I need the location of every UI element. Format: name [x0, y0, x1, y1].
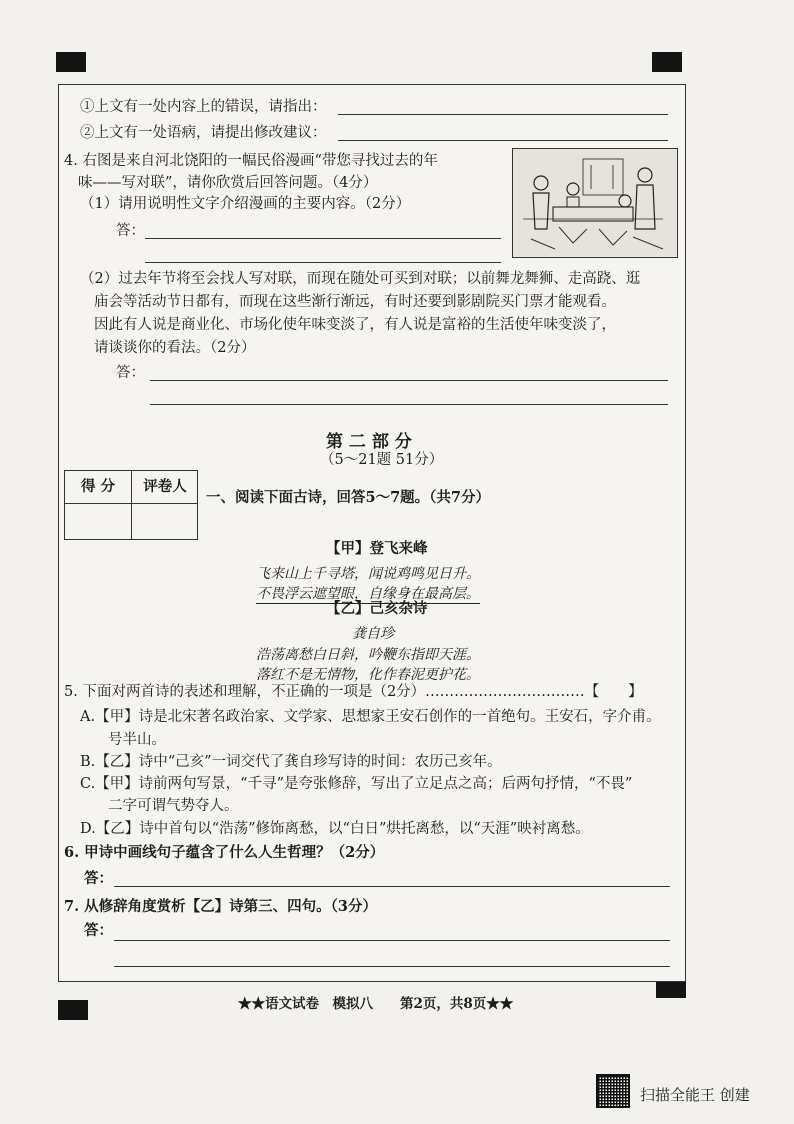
q4-sub2-answer-line-1[interactable] — [150, 380, 668, 381]
scanner-watermark: 扫描全能王 创建 — [640, 1086, 750, 1104]
poem-b-title: 【乙】己亥杂诗 — [326, 600, 428, 617]
score-header: 得 分 — [80, 478, 116, 495]
q5-option-a-line2: 号半山。 — [108, 732, 166, 748]
q4-sub2-line4: 请谈谈你的看法。（2分） — [94, 340, 256, 356]
q5-option-c-line2: 二字可谓气势夺人。 — [108, 798, 239, 814]
cartoon-illustration — [513, 149, 676, 256]
q6-stem: 6. 甲诗中画线句子蕴含了什么人生哲理？（2分） — [64, 844, 385, 861]
poem-a-underlined-line: 不畏浮云遮望眼，自缘身在最高层。 — [256, 586, 480, 602]
registration-mark-top-left — [56, 52, 86, 72]
grader-header: 评卷人 — [143, 478, 187, 495]
poem-a-title: 【甲】登飞来峰 — [326, 540, 428, 557]
q6-answer-label: 答： — [84, 870, 113, 887]
q4-sub1: （1）请用说明性文字介绍漫画的主要内容。（2分） — [80, 196, 411, 212]
q4-stem-line1: 4. 右图是来自河北饶阳的一幅民俗漫画“带您寻找过去的年 — [64, 153, 438, 169]
q5-option-c-line1: C.【甲】诗前两句写景，“千寻”是夸张修辞，写出了立足点之高；后两句抒情，“不畏” — [80, 776, 633, 792]
poem-b-line2: 落红不是无情物，化作春泥更护花。 — [256, 667, 480, 683]
part2-title: 第 二 部 分 — [326, 432, 412, 452]
q3-item-1: ①上文有一处内容上的错误，请指出： — [80, 99, 327, 115]
q5-option-b: B.【乙】诗中“己亥”一词交代了龚自珍写诗的时间：农历己亥年。 — [80, 754, 502, 770]
poem-a-line1: 飞来山上千寻塔，闻说鸡鸣见日升。 — [256, 566, 480, 582]
q4-stem-line2: 味——写对联”，请你欣赏后回答问题。（4分） — [78, 175, 378, 191]
q5-option-a-line1: A.【甲】诗是北宋著名政治家、文学家、思想家王安石创作的一首绝句。王安石，字介甫。 — [80, 709, 661, 725]
q4-sub2-line2: 庙会等活动节日都有，而现在这些渐行渐远，有时还要到影剧院买门票才能观看。 — [94, 294, 616, 310]
page-footer: ★★语文试卷 模拟八 第2页，共8页★★ — [238, 996, 514, 1012]
q4-sub2-answer-line-2[interactable] — [150, 404, 668, 405]
q7-answer-line-2[interactable] — [114, 966, 670, 967]
section-one-heading: 一、阅读下面古诗，回答5～7题。（共7分） — [206, 489, 491, 506]
q4-sub1-answer-line-2[interactable] — [145, 262, 501, 263]
q3-item-1-answer-line[interactable] — [338, 114, 668, 115]
registration-mark-bottom-right — [656, 980, 686, 998]
qr-code-icon — [596, 1074, 630, 1108]
q4-sub2-line1: （2）过去年节将至会找人写对联，而现在随处可买到对联；以前舞龙舞狮、走高跷、逛 — [80, 271, 641, 287]
score-box-row-divider — [65, 503, 197, 504]
q7-answer-line-1[interactable] — [114, 940, 670, 941]
q6-answer-line[interactable] — [114, 886, 670, 887]
q4-sub1-answer-line-1[interactable] — [145, 238, 501, 239]
q4-sub1-answer-label: 答： — [116, 223, 145, 239]
q7-answer-label: 答： — [84, 922, 113, 939]
folk-cartoon-image — [512, 148, 678, 258]
registration-mark-top-right — [652, 52, 682, 72]
score-box — [64, 470, 198, 540]
q7-stem: 7. 从修辞角度赏析【乙】诗第三、四句。（3分） — [64, 898, 378, 915]
poem-b-line1: 浩荡离愁白日斜，吟鞭东指即天涯。 — [256, 647, 480, 663]
score-box-divider — [131, 471, 132, 539]
q4-sub2-line3: 因此有人说是商业化、市场化使年味变淡了，有人说是富裕的生活使年味变淡了， — [94, 317, 616, 333]
registration-mark-bottom-left — [58, 1000, 88, 1020]
q3-item-2-answer-line[interactable] — [338, 140, 668, 141]
poem-b-author: 龚自珍 — [352, 626, 394, 642]
q4-sub2-answer-label: 答： — [116, 365, 145, 381]
part2-range: （5～21题 51分） — [320, 452, 444, 468]
q3-item-2: ②上文有一处语病，请提出修改建议： — [80, 125, 327, 141]
q5-stem: 5. 下面对两首诗的表述和理解，不正确的一项是（2分）……………………………【 】 — [64, 684, 643, 700]
q5-option-d: D.【乙】诗中首句以“浩荡”修饰离愁，以“白日”烘托离愁，以“天涯”映衬离愁。 — [80, 821, 590, 837]
